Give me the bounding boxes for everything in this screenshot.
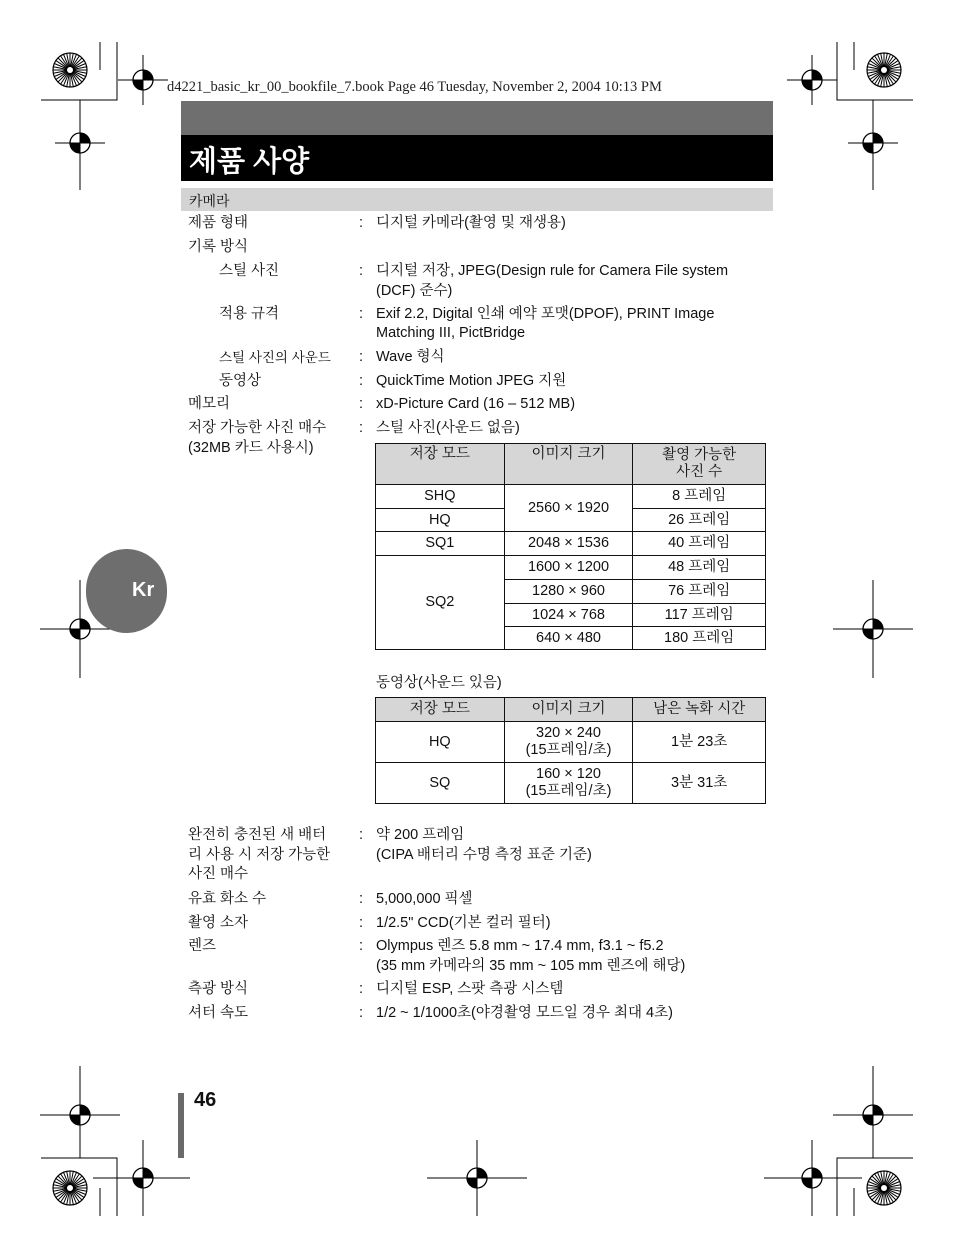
spec-label: 셔터 속도 [188,1005,249,1021]
table-header-row [376,698,766,722]
spec-value: 5,000,000 픽셀 [376,891,473,907]
spec-label: 사진 매수 [188,866,249,882]
colon: : [359,915,364,931]
spec-value: 약 200 프레임 [376,827,465,843]
table-row [376,722,766,763]
star-target-icon [53,1171,87,1205]
table-cell: 2048 × 1536 [504,532,633,556]
table-cell: 1분 23초 [633,722,766,763]
spec-label: 촬영 소자 [188,915,249,931]
spec-value: 디지털 저장, JPEG(Design rule for Camera File system [376,263,729,279]
spec-label: 측광 방식 [188,981,249,997]
table-cell: 40 프레임 [633,532,766,556]
table-cell: 26 프레임 [633,509,766,532]
section-title: 카메라 [189,193,230,209]
spec-value: 디지털 ESP, 스팟 측광 시스템 [376,981,564,997]
colon: : [359,215,364,231]
table-row [376,485,766,509]
table-cell: SQ2 [376,556,505,650]
colon: : [359,1005,364,1021]
spec-value: (CIPA 배터리 수명 측정 표준 기준) [376,847,592,863]
spec-sublabel: 스틸 사진의 사운드 [219,350,331,365]
table-cell: 117 프레임 [633,604,766,627]
spec-value: 1/2.5" CCD(기본 컬러 필터) [376,915,551,931]
colon: : [359,396,364,412]
spec-label: 유효 화소 수 [188,891,267,907]
table-cell: HQ [376,722,505,763]
star-target-icon [867,53,901,87]
spec-value: Exif 2.2, Digital 인쇄 예약 포맷(DPOF), PRINT Image [376,306,715,322]
table-row [376,532,766,556]
spec-value: 디지털 카메라(촬영 및 재생용) [376,215,566,231]
spec-value: 스틸 사진(사운드 없음) [376,420,520,436]
language-tab [86,549,167,633]
spec-label: 기록 방식 [188,239,249,255]
header-cell: 이미지 크기 [504,698,633,722]
star-target-icon [53,53,87,87]
spec-sublabel: 스틸 사진 [219,263,280,279]
header-cell: 저장 모드 [376,444,505,485]
table-cell: 1024 × 768 [504,604,633,627]
header-cell: 촬영 가능한 사진 수 [633,444,766,485]
movie-caption: 동영상(사운드 있음) [376,675,502,691]
colon: : [359,373,364,389]
table-cell: HQ [376,509,505,532]
spec-label: (32MB 카드 사용시) [188,440,314,456]
table-cell: SHQ [376,485,505,509]
page-number: 46 [194,1089,217,1111]
spec-value: QuickTime Motion JPEG 지원 [376,373,567,389]
table-row [376,556,766,580]
spec-value: (35 mm 카메라의 35 mm ~ 105 mm 렌즈에 해당) [376,958,686,974]
page-number-bar [178,1093,184,1158]
registration-mark-icon [787,55,837,105]
still-capacity-table [375,443,766,650]
table-cell: 2560 × 1920 [504,485,633,532]
table-cell: SQ [376,763,505,804]
page-title: 제품 사양 [189,146,310,178]
table-cell: 3분 31초 [633,763,766,804]
table-cell: 1600 × 1200 [504,556,633,580]
colon: : [359,891,364,907]
movie-capacity-table [375,697,766,804]
table-cell: 640 × 480 [504,627,633,650]
spec-value: 1/2 ~ 1/1000초(야경촬영 모드일 경우 최대 4초) [376,1005,673,1021]
spec-value: xD-Picture Card (16 – 512 MB) [376,396,576,412]
spec-value: Wave 형식 [376,349,445,365]
table-cell: SQ1 [376,532,505,556]
section-header [181,188,773,211]
registration-mark-icon [118,55,168,105]
header-cell: 남은 녹화 시간 [633,698,766,722]
spec-sublabel: 동영상 [219,373,262,389]
print-header: d4221_basic_kr_00_bookfile_7.book Page 46 Tuesday, November 2, 2004 10:13 PM [167,79,662,95]
table-cell: 320 × 240 (15프레임/초) [504,722,633,763]
colon: : [359,263,364,279]
header-cell: 저장 모드 [376,698,505,722]
title-band-top [181,101,773,135]
spec-value: (DCF) 준수) [376,283,453,299]
spec-label: 리 사용 시 저장 가능한 [188,847,331,863]
table-cell: 160 × 120 (15프레임/초) [504,763,633,804]
spec-label: 저장 가능한 사진 매수 [188,420,327,436]
spec-value: Matching III, PictBridge [376,325,526,341]
spec-label: 메모리 [188,396,231,412]
colon: : [359,306,364,322]
table-cell: 48 프레임 [633,556,766,580]
table-header-row [376,444,766,485]
table-row [376,763,766,804]
colon: : [359,981,364,997]
table-cell: 76 프레임 [633,580,766,604]
language-tab-label: Kr [132,579,155,601]
spec-label: 제품 형태 [188,215,249,231]
table-cell: 1280 × 960 [504,580,633,604]
colon: : [359,938,364,954]
colon: : [359,827,364,843]
header-cell: 이미지 크기 [504,444,633,485]
colon: : [359,349,364,365]
colon: : [359,420,364,436]
spec-sublabel: 적용 규격 [219,306,280,322]
table-cell: 8 프레임 [633,485,766,509]
spec-value: Olympus 렌즈 5.8 mm ~ 17.4 mm, f3.1 ~ f5.2 [376,938,664,954]
spec-label: 완전히 충전된 새 배터 [188,827,327,843]
table-cell: 180 프레임 [633,627,766,650]
star-target-icon [867,1171,901,1205]
spec-label: 렌즈 [188,938,217,954]
